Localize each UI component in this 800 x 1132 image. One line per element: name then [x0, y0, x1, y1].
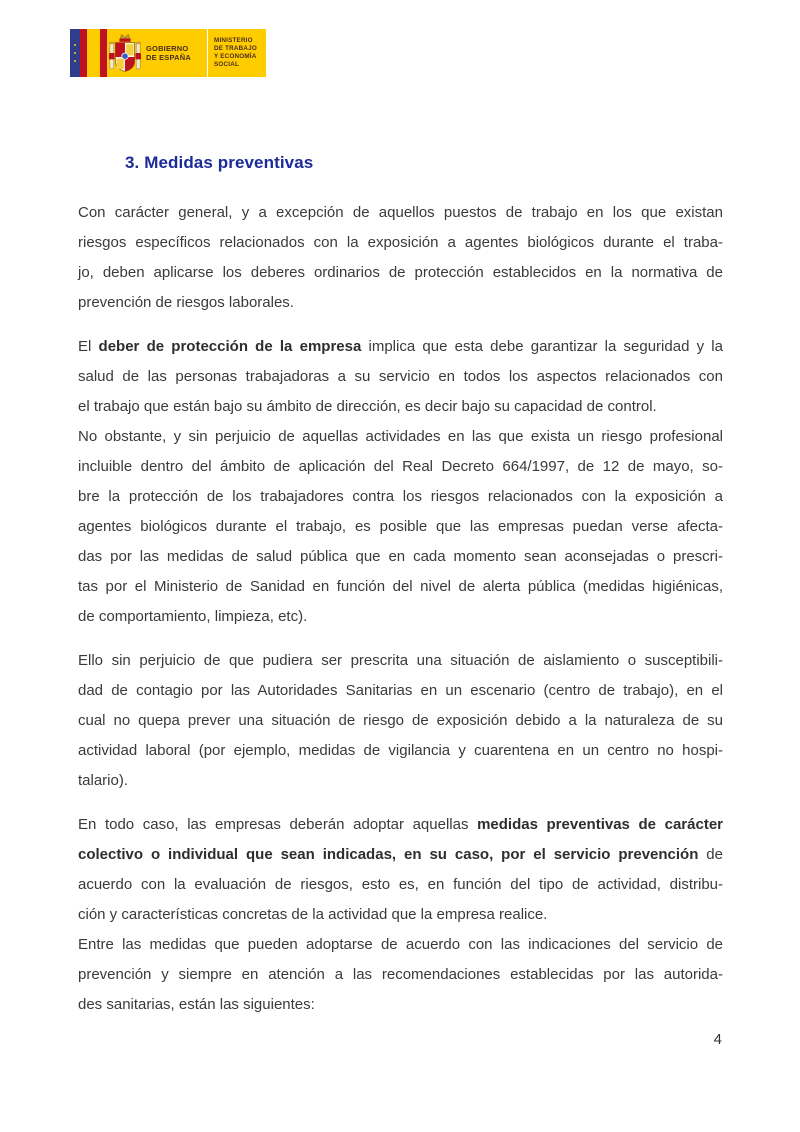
flag-yellow-stripe	[87, 29, 100, 77]
paragraph	[78, 332, 723, 422]
bold-text: medidas preventivas de carácter	[477, 816, 723, 833]
text-line: Entre las medidas que pueden adoptarse de acuerdo con las indicaciones del servicio de	[78, 936, 723, 953]
text-line: salud de las personas trabajadoras a su servicio en todos los aspectos relacionados con	[78, 368, 723, 385]
text-line: ción y características concretas de la actividad que la empresa realice.	[78, 906, 548, 923]
paragraph	[78, 930, 723, 1020]
paragraph	[78, 198, 723, 318]
section-title: 3. Medidas preventivas	[125, 153, 314, 172]
text-line: agentes biológicos durante el trabajo, es posible que las empresas puedan verse afecta-	[78, 518, 723, 535]
text-line: El deber de protección de la empresa implica que esta debe garantizar la seguridad y la	[78, 338, 723, 355]
text-line: jo, deben aplicarse los deberes ordinarios de protección establecidos en la normativa de	[78, 264, 723, 281]
government-name-line: DE ESPAÑA	[146, 53, 192, 62]
text-line: Ello sin perjuicio de que pudiera ser prescrita una situación de aislamiento o susceptibili-	[78, 652, 723, 669]
text-line: talario).	[78, 772, 129, 789]
flag-red-stripe	[80, 29, 87, 77]
document-body	[78, 198, 723, 1020]
text-line: el trabajo que están bajo su ámbito de dirección, es decir bajo su capacidad de control.	[78, 398, 657, 415]
spain-coat-of-arms-icon	[107, 29, 143, 77]
text-line: En todo caso, las empresas deberán adoptar aquellas medidas preventivas de carácter	[78, 816, 723, 833]
text-line: acuerdo con la evaluación de riesgos, esto es, en función del tipo de actividad, distribu-	[78, 876, 723, 893]
gobierno-de-espana-logo	[70, 29, 266, 77]
text-line: No obstante, y sin perjuicio de aquellas actividades en las que exista un riesgo profesional	[78, 428, 723, 445]
page-number: 4	[713, 1031, 722, 1048]
text-line: bre la protección de los trabajadores contra los riesgos relacionados con la exposición a	[78, 488, 723, 505]
text-line: Con carácter general, y a excepción de aquellos puestos de trabajo en los que existan	[78, 204, 723, 221]
ministry-name	[208, 29, 266, 77]
paragraph	[78, 422, 723, 632]
bold-text: colectivo o individual que sean indicadas, en su caso, por el servicio prevención	[78, 846, 699, 863]
text-line: riesgos específicos relacionados con la exposición a agentes biológicos durante el traba-	[78, 234, 723, 251]
paragraph	[78, 810, 723, 930]
text-line: prevención de riesgos laborales.	[78, 294, 294, 311]
text-line: des sanitarias, están las siguientes:	[78, 996, 315, 1013]
government-name-line: GOBIERNO	[146, 44, 189, 53]
paragraph	[78, 646, 723, 796]
text-line: prevención y siempre en atención a las recomendaciones establecidas por las autorida-	[78, 966, 723, 983]
text-line: das por las medidas de salud pública que en cada momento sean aconsejadas o prescri-	[78, 548, 723, 565]
government-name	[143, 29, 207, 77]
text-line: actividad laboral (por ejemplo, medidas de vigilancia y cuarentena en un centro no hospi-	[78, 742, 723, 759]
ministry-name-line: DE TRABAJO	[214, 45, 257, 52]
bold-text: deber de protección de la empresa	[98, 338, 362, 355]
text-line: dad de contagio por las Autoridades Sanitarias en un escenario (centro de trabajo), en el	[78, 682, 723, 699]
text-line: tas por el Ministerio de Sanidad en función del nivel de alerta pública (medidas higiénicas,	[78, 578, 723, 595]
spain-flag-icon	[70, 29, 107, 77]
text-line: cual no quepa prever una situación de riesgo de exposición debido a la naturaleza de su	[78, 712, 723, 729]
flag-red-stripe	[100, 29, 107, 77]
ministry-name-line: Y ECONOMÍA SOCIAL	[214, 53, 257, 68]
ministry-name-line: MINISTERIO	[214, 37, 253, 44]
text-line: colectivo o individual que sean indicadas, en su caso, por el servicio prevención de	[78, 846, 723, 863]
flag-blue-stripe	[70, 29, 80, 77]
text-line: incluible dentro del ámbito de aplicación del Real Decreto 664/1997, de 12 de mayo, so-	[78, 458, 723, 475]
text-line: de comportamiento, limpieza, etc).	[78, 608, 308, 625]
